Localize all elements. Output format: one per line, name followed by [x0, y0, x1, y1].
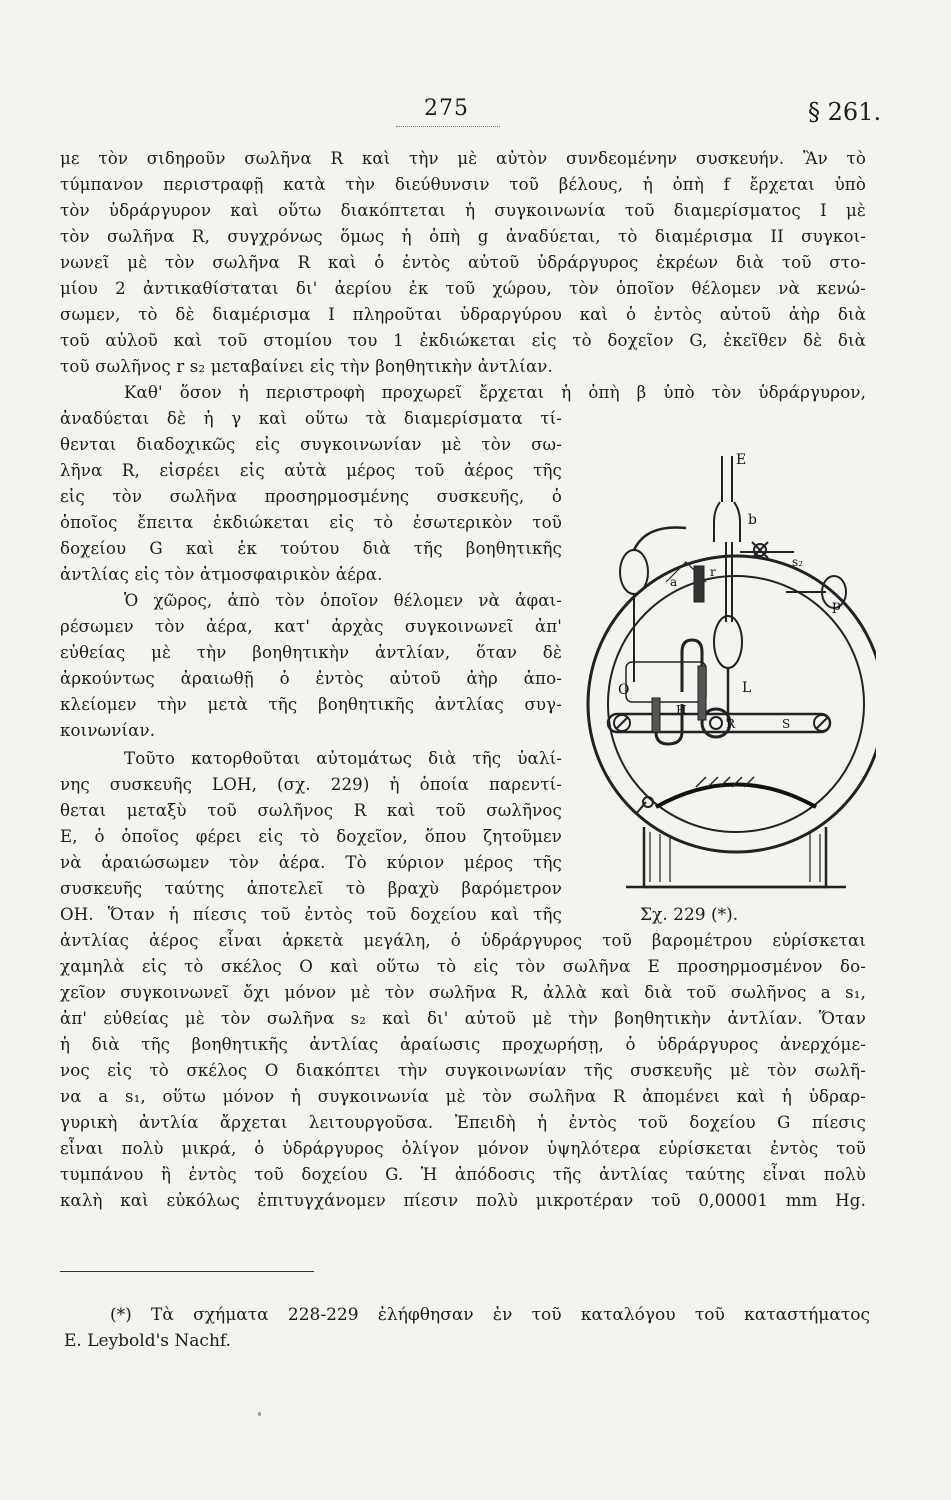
- text-line: ἀναδύεται δὲ ἡ γ καὶ οὕτω τὰ διαμερίσματα τί-: [60, 409, 562, 428]
- paper-speck: [258, 1412, 261, 1416]
- section-number: § 261.: [808, 98, 882, 126]
- figure-label-O: O: [618, 682, 630, 698]
- text-line: νος εἰς τὸ σκέλος O διακόπτει τὴν συγκοινωνίαν τῆς συσκευῆς μὲ τὸν σωλῆ-: [60, 1061, 866, 1080]
- footnote-line: (*) Τὰ σχήματα 228-229 ἐλήφθησαν ἐν τοῦ καταλόγου τοῦ καταστήματος: [110, 1305, 870, 1325]
- text-line: σωμεν, τὸ δὲ διαμέρισμα I πληροῦται ὑδραργύρου καὶ ὁ ἐντὸς αὐτοῦ ἀὴρ διὰ: [60, 305, 866, 324]
- text-line: νωνεῖ μὲ τὸν σωλῆνα R καὶ ὁ ἐντὸς αὐτοῦ ὑδράργυρος ἐκρέων διὰ τοῦ στο-: [60, 253, 866, 272]
- text-line: θενται διαδοχικῶς εἰς συγκοινωνίαν μὲ τὸν σω-: [60, 435, 562, 454]
- text-line: E, ὁ ὁποῖος φέρει εἰς τὸ δοχεῖον, ὅπου ζητοῦμεν: [60, 827, 562, 846]
- text-line: εὐθείας μὲ τὴν βοηθητικὴν ἀντλίαν, ὅταν δὲ: [60, 643, 562, 662]
- text-line: ρέσωμεν τὸν ἀέρα, κατ' ἀρχὰς συγκοινωνεῖ ἀπ': [60, 617, 562, 636]
- text-line: ἡ διὰ τῆς βοηθητικῆς ἀντλίας ἀραίωσις προχωρήσῃ, ὁ ὑδράργυρος ἀνερχόμε-: [60, 1035, 866, 1054]
- figure-label-L: L: [742, 680, 752, 696]
- text-line: Τοῦτο κατορθοῦται αὐτομάτως διὰ τῆς ὑαλί-: [124, 749, 562, 768]
- text-line: τυμπάνου ἢ ἐντὸς τοῦ δοχείου G. Ἡ ἀπόδοσις τῆς ἀντλίας ταύτης εἶναι πολὺ: [60, 1165, 866, 1184]
- text-line: νης συσκευῆς LOH, (σχ. 229) ἡ ὁποία παρεντί-: [60, 775, 562, 794]
- drum-inner: [608, 576, 864, 832]
- figure-caption: Σχ. 229 (*).: [640, 905, 739, 925]
- figure-label-H: H: [676, 703, 687, 717]
- text-line: OH. Ὅταν ἡ πίεσις τοῦ ἐντὸς τοῦ δοχείου καὶ τῆς: [60, 905, 562, 924]
- text-line: ὁποῖος ἔπειτα ἐκδιώκεται εἰς τὸ ἐσωτερικὸν τοῦ: [60, 513, 562, 532]
- pump-illustration: [586, 442, 876, 902]
- text-line: τὸν σωλῆνα R, συγχρόνως ὅμως ἡ ὀπὴ g ἀναδύεται, τὸ διαμέρισμα II συγκοι-: [60, 227, 866, 246]
- text-line: λῆνα R, εἰσρέει εἰς αὐτὰ μέρος τοῦ ἀέρος τῆς: [60, 461, 562, 480]
- footnote-line: E. Leybold's Nachf.: [64, 1331, 231, 1351]
- figure-label-s2: s₂: [792, 555, 803, 569]
- text-line: εἶναι πολὺ μικρά, ὁ ὑδράργυρος ὀλίγον μόνον ὑψηλότερα εὑρίσκεται ἐντὸς τοῦ: [60, 1139, 866, 1158]
- text-line: ἀπ' εὐθείας μὲ τὸν σωλῆνα s₂ καὶ δι' αὐτοῦ μὲ τὴν βοηθητικὴν ἀντλίαν. Ὅταν: [60, 1009, 866, 1028]
- text-line: με τὸν σιδηροῦν σωλῆνα R καὶ τὴν μὲ αὐτὸν συνδεομένην συσκευήν. Ἂν τὸ: [60, 149, 866, 168]
- text-line: χεῖον συγκοινωνεῖ ὄχι μόνον μὲ τὸν σωλῆνα R, ἀλλὰ καὶ διὰ τοῦ σωλῆνος a s₁,: [60, 983, 866, 1002]
- text-line: νὰ ἀραιώσωμεν τὸν ἀέρα. Τὸ κύριον μέρος τῆς: [60, 853, 562, 872]
- text-line: ἀρκούντως ἀραιωθῇ ὁ ἐντὸς αὐτοῦ ἀὴρ ἀπο-: [60, 669, 562, 688]
- text-line: τύμπανον περιστραφῇ κατὰ τὴν διεύθυνσιν τοῦ βέλους, ἡ ὀπὴ f ἔρχεται ὑπὸ: [60, 175, 866, 194]
- text-line: [60, 1214, 866, 1240]
- figure-label-R: R: [726, 717, 736, 731]
- figure-label-a: a: [670, 575, 678, 589]
- page-header: [0, 96, 951, 136]
- figure-label-b: b: [748, 512, 757, 528]
- text-line: ἀντλίας ἀέρος εἶναι ἀρκετὰ μεγάλη, ὁ ὑδράργυρος τοῦ βαρομέτρου εὑρίσκεται: [60, 931, 866, 950]
- footnote-rule: [60, 1271, 314, 1272]
- text-line: τὸν ὑδράργυρον καὶ οὕτω διακόπτεται ἡ συγκοινωνία τοῦ διαμερίσματος I μὲ: [60, 201, 866, 220]
- text-line: εἰς τὸν σωλῆνα προσηρμοσμένης συσκευῆς, ὁ: [60, 487, 562, 506]
- text-line: μίου 2 ἀντικαθίσταται δι' ἀερίου ἐκ τοῦ χώρου, τὸν ὁποῖον θέλομεν νὰ κενώ-: [60, 279, 866, 298]
- text-line: ἀντλίας εἰς τὸν ἀτμοσφαιρικὸν ἀέρα.: [60, 565, 383, 584]
- text-line: συσκευῆς ταύτης ἀποτελεῖ τὸ βραχὺ βαρόμετρον: [60, 879, 562, 898]
- figure-label-r: r: [710, 565, 716, 579]
- text-line: χαμηλὰ εἰς τὸ σκέλος O καὶ οὕτω τὸ εἰς τὸν σωλῆνα E προσηρμοσμένον δο-: [60, 957, 866, 976]
- text-line: κλείομεν τὴν μετὰ τῆς βοηθητικῆς ἀντλίας συγ-: [60, 695, 562, 714]
- text-line: να a s₁, οὕτω μόνον ἡ συγκοινωνία μὲ τὸν σωλῆνα R ἀπομένει καὶ ἡ ὑδραρ-: [60, 1087, 866, 1106]
- text-line: γυρικὴ ἀντλία ἄρχεται λειτουργοῦσα. Ἐπειδὴ ἡ ἐντὸς τοῦ δοχείου G πίεσις: [60, 1113, 866, 1132]
- pump-figure: [586, 442, 876, 936]
- text-line: δοχείου G καὶ ἐκ τούτου διὰ τῆς βοηθητικῆς: [60, 539, 562, 558]
- figure-label-S: S: [782, 717, 791, 731]
- text-line: Καθ' ὅσον ἡ περιστροφὴ προχωρεῖ ἔρχεται ἡ ὀπὴ β ὑπὸ τὸν ὑδράργυρον,: [124, 383, 866, 402]
- text-line: τοῦ σωλῆνος r s₂ μεταβαίνει εἰς τὴν βοηθητικὴν ἀντλίαν.: [60, 357, 553, 376]
- text-line: κοινωνίαν.: [60, 721, 156, 740]
- text-line: τοῦ αὐλοῦ καὶ τοῦ στομίου του 1 ἐκδιώκεται εἰς τὸ δοχεῖον G, ἐκεῖθεν δὲ διὰ: [60, 331, 866, 350]
- figure-label-p: p: [832, 598, 841, 614]
- page-number: 275: [424, 96, 469, 121]
- text-line: καλὴ καὶ εὐκόλως ἐπιτυγχάνομεν πίεσιν πολὺ μικροτέραν τοῦ 0,00001 mm Hg.: [60, 1191, 866, 1210]
- text-line: Ὁ χῶρος, ἀπὸ τὸν ὁποῖον θέλομεν νὰ ἀφαι-: [124, 591, 562, 610]
- header-rule: [396, 126, 500, 127]
- figure-label-E: E: [736, 452, 747, 468]
- text-line: θεται μεταξὺ τοῦ σωλῆνος R καὶ τοῦ σωλῆνος: [60, 801, 562, 820]
